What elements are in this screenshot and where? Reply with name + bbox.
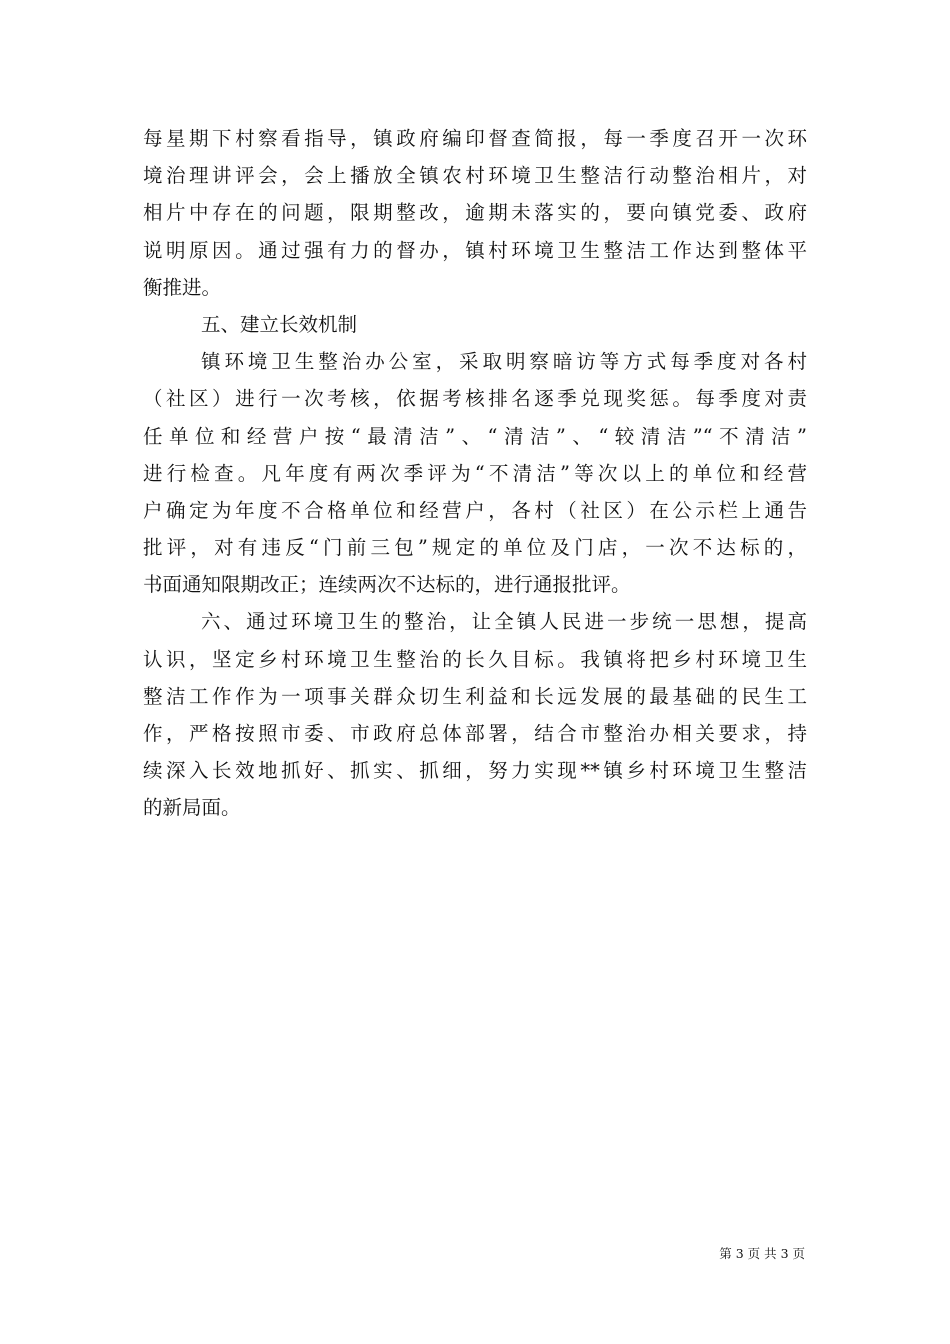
text-line: 进行检查。凡年度有两次季评为“不清洁”等次以上的单位和经营 (143, 461, 807, 485)
text-line: 书面通知限期改正；连续两次不达标的，进行通报批评。 (143, 573, 631, 597)
text-line: 户确定为年度不合格单位和经营户，各村（社区）在公示栏上通告 (143, 498, 807, 522)
text-line: 作，严格按照市委、市政府总体部署，结合市整治办相关要求，持 (143, 722, 807, 745)
text-line: 批评，对有违反“门前三包”规定的单位及门店，一次不达标的， (143, 536, 807, 560)
text-line: 相片中存在的问题，限期整改，逾期未落实的，要向镇党委、政府 (143, 201, 807, 225)
text-line: 衡推进。 (143, 275, 222, 299)
text-line: 认识，坚定乡村环境卫生整治的长久目标。我镇将把乡村环境卫生 (143, 647, 807, 671)
text-line: 六、通过环境卫生的整治，让全镇人民进一步统一思想，提高 (201, 610, 807, 634)
text-line: （社区）进行一次考核，依据考核排名逐季兑现奖惩。每季度对责 (143, 387, 807, 411)
text-line: 境治理讲评会，会上播放全镇农村环境卫生整洁行动整治相片，对 (143, 164, 807, 188)
text-line: 整洁工作作为一项事关群众切生利益和长远发展的最基础的民生工 (143, 684, 807, 708)
text-line: 续深入长效地抓好、抓实、抓细，努力实现**镇乡村环境卫生整洁 (143, 759, 807, 783)
text-line: 说明原因。通过强有力的督办，镇村环境卫生整洁工作达到整体平 (143, 238, 807, 262)
text-line: 任单位和经营户按“最清洁”、“清洁”、“较清洁”“不清洁” (143, 424, 807, 448)
section-heading: 五、建立长效机制 (201, 312, 358, 336)
text-line: 每星期下村察看指导，镇政府编印督查简报，每一季度召开一次环 (143, 127, 807, 150)
text-line: 的新局面。 (143, 796, 241, 820)
document-body (143, 120, 807, 827)
text-line: 镇环境卫生整治办公室，采取明察暗访等方式每季度对各村 (201, 350, 807, 374)
page-number-footer: 第 3 页 共 3 页 (719, 1246, 805, 1261)
